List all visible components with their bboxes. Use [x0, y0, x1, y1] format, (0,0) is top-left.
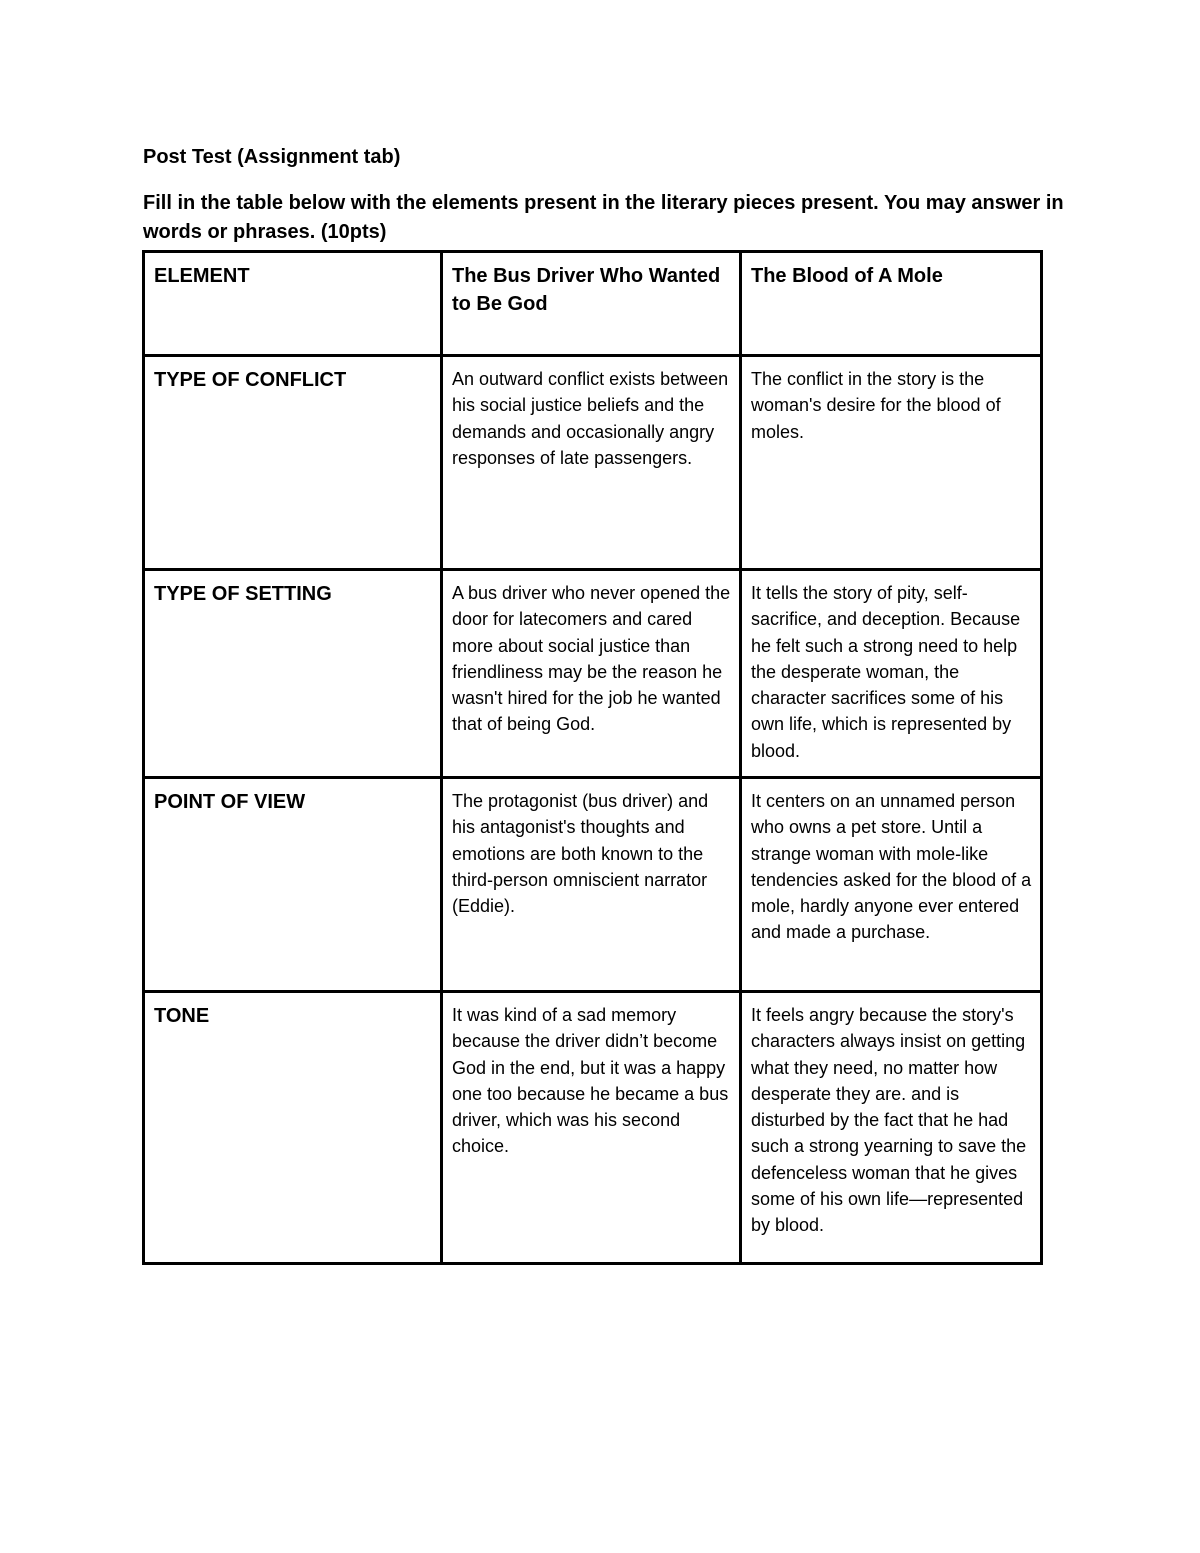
blood-of-mole-cell: It centers on an unnamed person who owns a pet store. Until a strange woman with mole-like tendencies asked for the blood of a mole, hardly anyone ever entered and made a purchase.: [741, 778, 1042, 992]
instructions-text: Fill in the table below with the elements present in the literary pieces present. You may answer in words or phrases. (10pts): [143, 192, 1064, 243]
table-header-row: [144, 252, 1042, 356]
document-title: Post Test (Assignment tab): [143, 146, 401, 168]
element-label: TONE: [144, 992, 442, 1264]
bus-driver-cell: A bus driver who never opened the door for latecomers and cared more about social justice than friendliness may be the reason he wasn't hired for the job he wanted that of being God.: [442, 570, 741, 778]
blood-of-mole-cell: It feels angry because the story's characters always insist on getting what they need, no matter how desperate they are. and is disturbed by the fact that he had such a strong yearning to save the defenceless woman that he gives some of his own life—represented by blood.: [741, 992, 1042, 1264]
table-row: [144, 778, 1042, 992]
element-label: POINT OF VIEW: [144, 778, 442, 992]
bus-driver-cell: It was kind of a sad memory because the driver didn’t become God in the end, but it was a happy one too because he became a bus driver, which was his second choice.: [442, 992, 741, 1264]
blood-of-mole-cell: The conflict in the story is the woman's desire for the blood of moles.: [741, 356, 1042, 570]
blood-of-mole-cell: It tells the story of pity, self-sacrifice, and deception. Because he felt such a strong need to help the desperate woman, the character sacrifices some of his own life, which is represented by blood.: [741, 570, 1042, 778]
table-row: [144, 356, 1042, 570]
bus-driver-cell: An outward conflict exists between his social justice beliefs and the demands and occasionally angry responses of late passengers.: [442, 356, 741, 570]
header-bus-driver: The Bus Driver Who Wanted to Be God: [442, 252, 741, 356]
element-label: TYPE OF CONFLICT: [144, 356, 442, 570]
table-row: [144, 992, 1042, 1264]
literary-elements-table: [142, 250, 1043, 1265]
table-row: [144, 570, 1042, 778]
element-label: TYPE OF SETTING: [144, 570, 442, 778]
header-blood-of-mole: The Blood of A Mole: [741, 252, 1042, 356]
header-element: ELEMENT: [144, 252, 442, 356]
bus-driver-cell: The protagonist (bus driver) and his antagonist's thoughts and emotions are both known to the third-person omniscient narrator (Eddie).: [442, 778, 741, 992]
